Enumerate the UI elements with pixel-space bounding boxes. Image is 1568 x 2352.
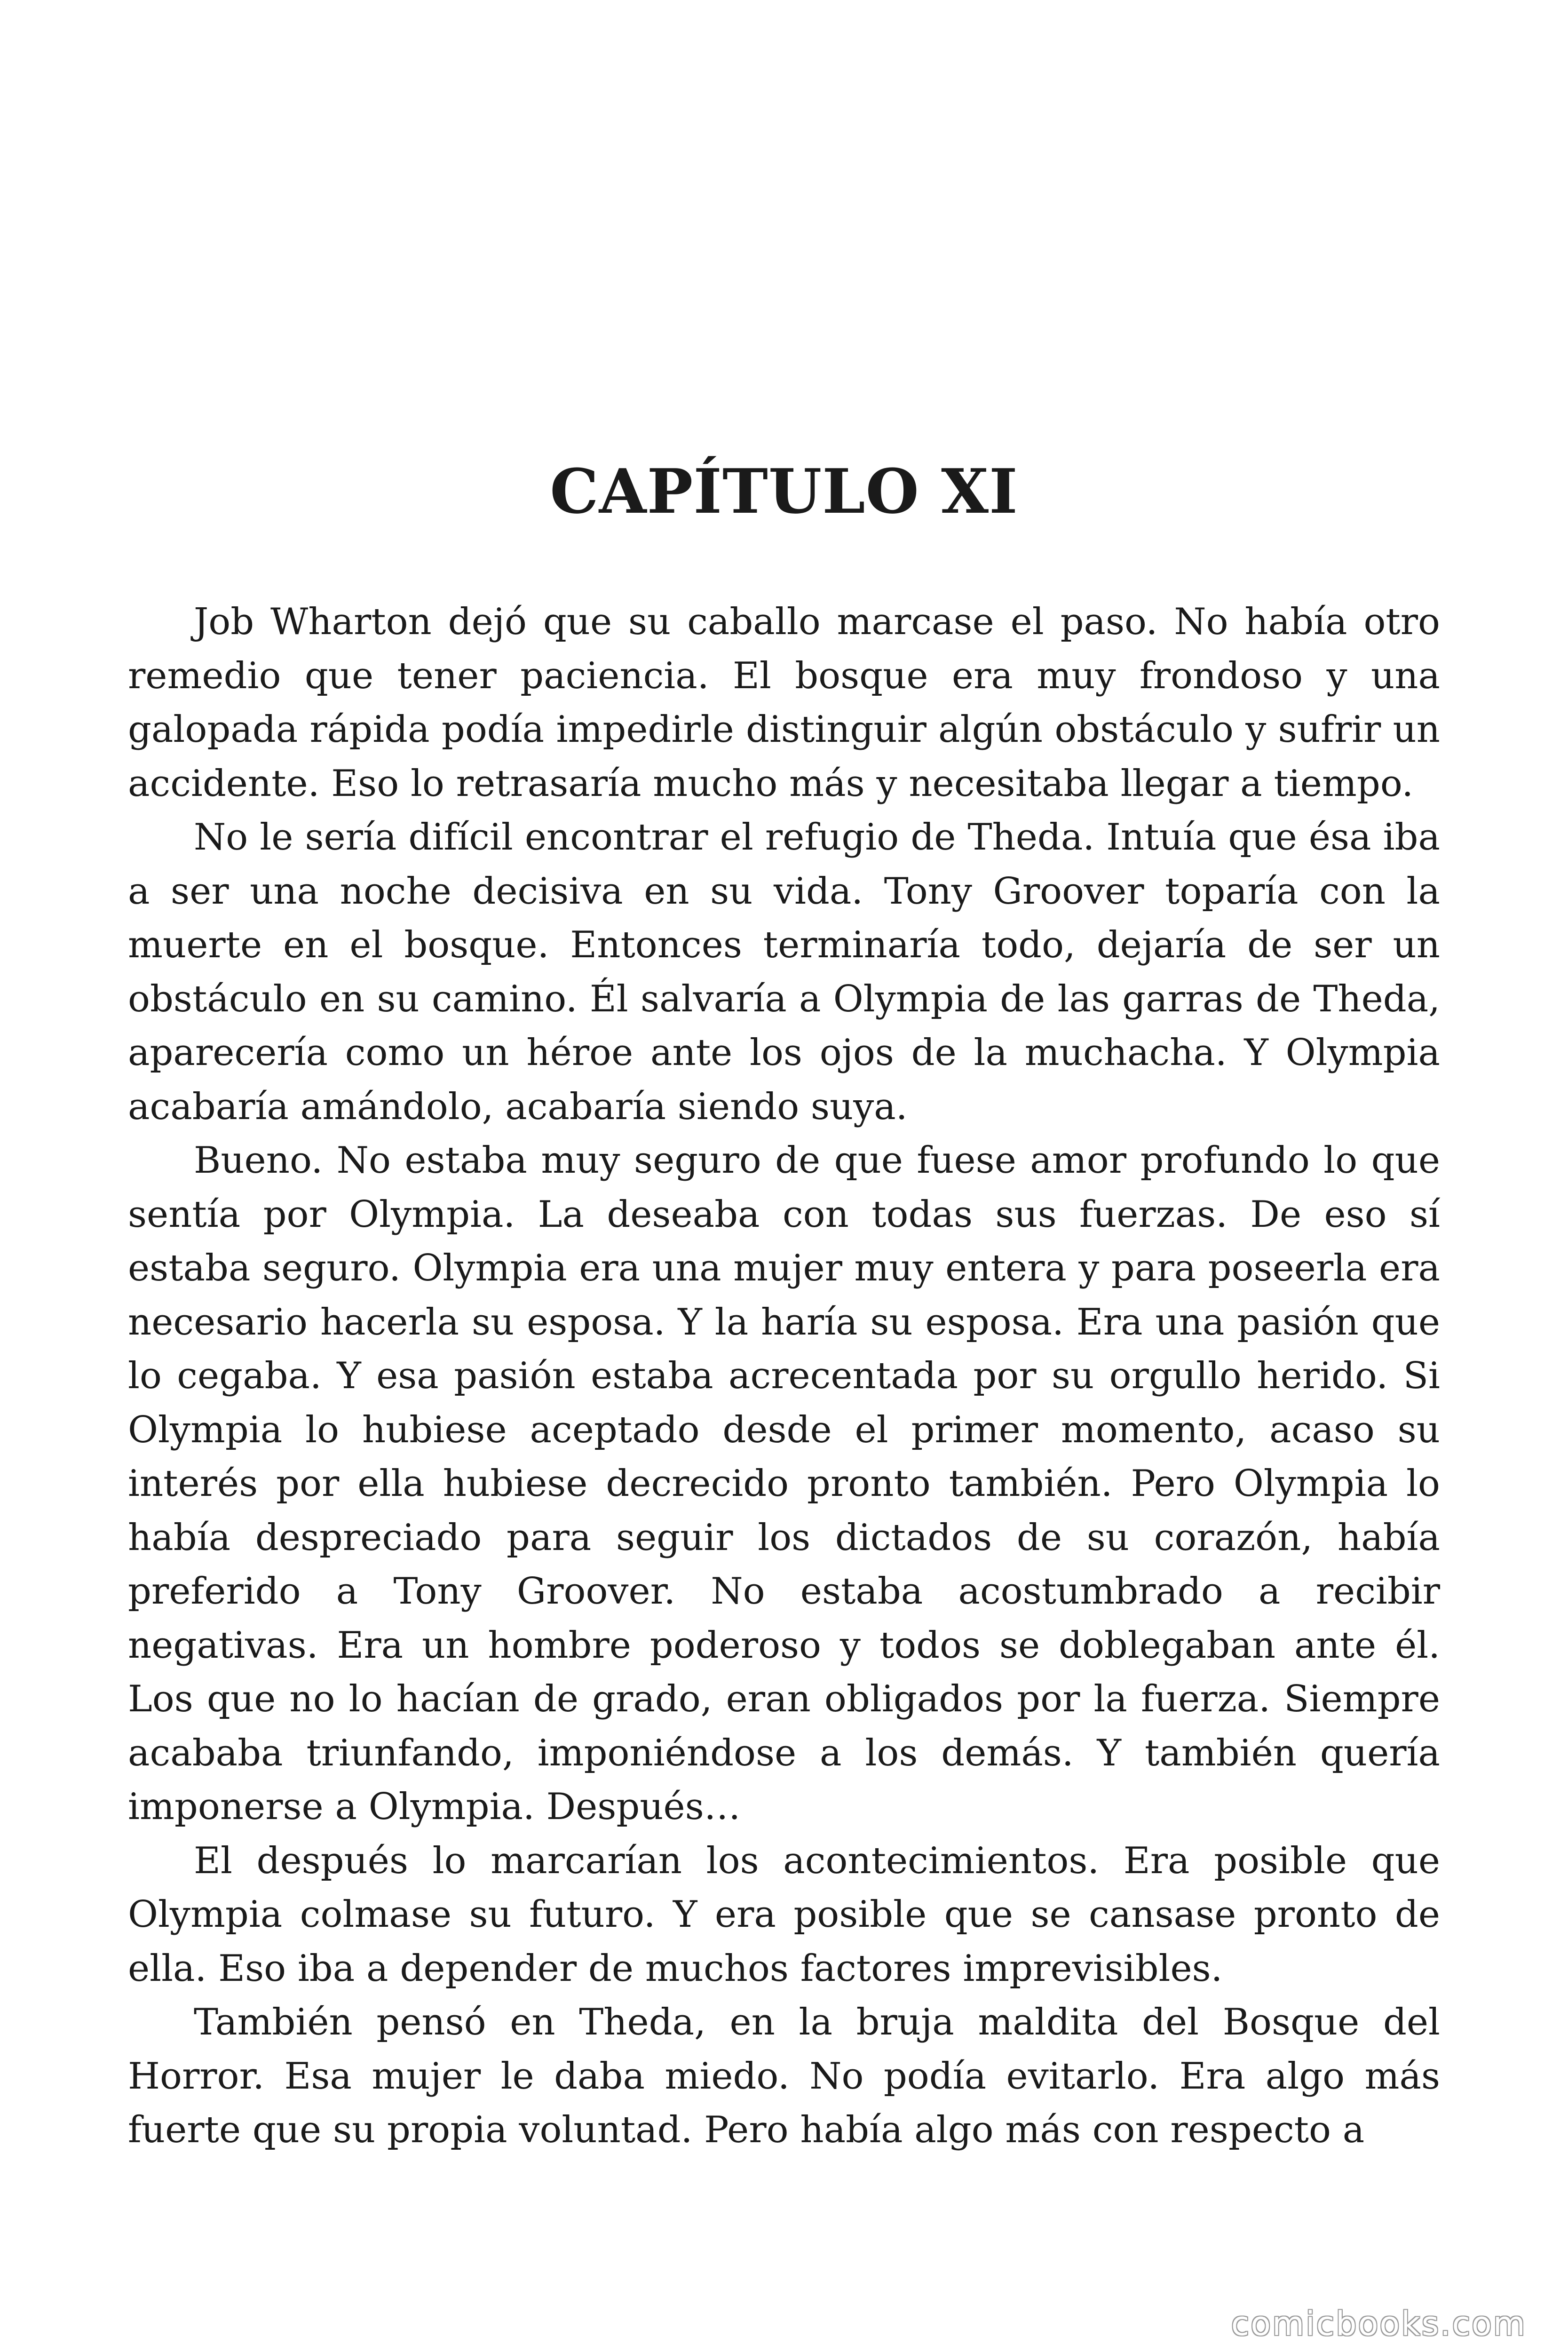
chapter-title: CAPÍTULO XI <box>550 455 1018 527</box>
paragraph: Bueno. No estaba muy seguro de que fuese amor profundo lo que sentía por Olympia. La deseaba con todas sus fuerzas. De eso sí estaba seguro. Olympia era una mujer muy entera y para poseerla era necesario hacerla su esposa. Y la haría su esposa. Era una pasión que lo cegaba. Y esa pasión estaba acrecentada por su orgullo herido. Si Olympia lo hubiese aceptado desde el primer momento, acaso su interés por ella hubiese decrecido pronto también. Pero Olympia lo había despreciado para seguir los dictados de su corazón, había preferido a Tony Groover. No estaba acostumbrado a recibir negativas. Era un hombre poderoso y todos se doblegaban ante él. Los que no lo hacían de grado, eran obligados por la fuerza. Siempre acababa triunfando, imponiéndose a los demás. Y también quería imponerse a Olympia. Después… <box>128 1139 1440 1828</box>
paragraph: El después lo marcarían los acontecimientos. Era posible que Olympia colmase su futuro. Y era posible que se cansase pronto de ella. Eso iba a depender de muchos factores imprevisibles. <box>128 1839 1440 1990</box>
paragraph: No le sería difícil encontrar el refugio de Theda. Intuía que ésa iba a ser una noche decisiva en su vida. Tony Groover toparía con la muerte en el bosque. Entonces terminaría todo, dejaría de ser un obstáculo en su camino. Él salvaría a Olympia de las garras de Theda, aparecería como un héroe ante los ojos de la muchacha. Y Olympia acabaría amándolo, acabaría siendo suya. <box>128 816 1440 1128</box>
watermark: comicbooks.com <box>1231 2304 1527 2343</box>
paragraph: Job Wharton dejó que su caballo marcase el paso. No había otro remedio que tener paciencia. El bosque era muy frondoso y una galopada rápida podía impedirle distinguir algún obstáculo y sufrir un accidente. Eso lo retrasaría mucho más y necesitaba llegar a tiempo. <box>128 601 1440 805</box>
paragraph: También pensó en Theda, en la bruja maldita del Bosque del Horror. Esa mujer le daba miedo. No podía evitarlo. Era algo más fuerte que su propia voluntad. Pero había algo más con respecto a <box>128 2001 1440 2151</box>
chapter-body <box>128 595 1440 2157</box>
